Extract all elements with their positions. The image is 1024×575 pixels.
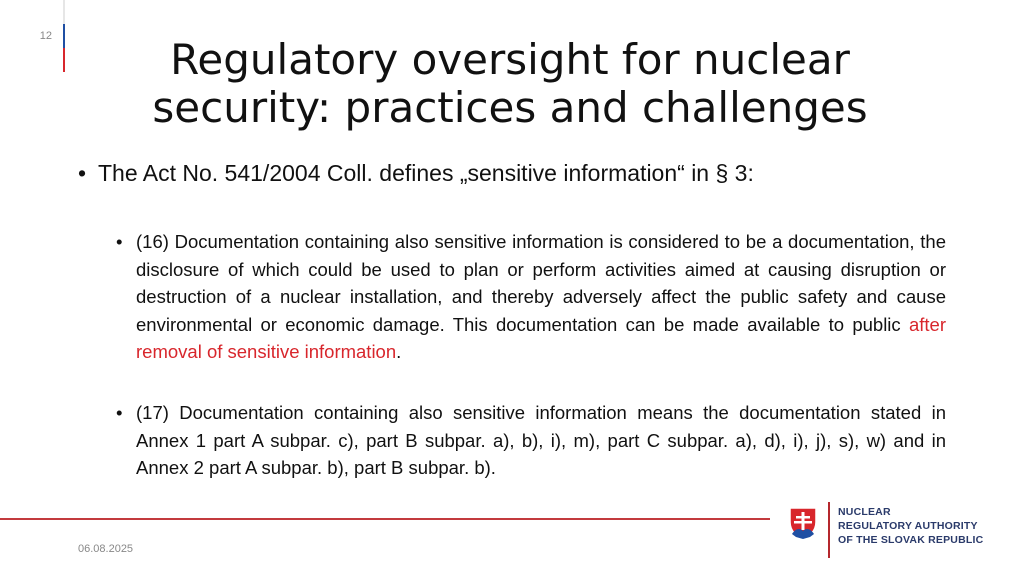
logo-text-line-3: OF THE SLOVAK REPUBLIC (838, 534, 984, 546)
sub-bullet-16-body: (16) Documentation containing also sensitive information is considered to be a documentation, the disclosure of which could be used to plan or perform activities aimed at causing disruption or destruction of a nuclear installation, and thereby adversely affect the public safety and cause environmental or economic damage. This documentation can be made available to public (136, 231, 946, 335)
flag-stripe-white (63, 0, 65, 24)
footer-date: 06.08.2025 (78, 543, 134, 555)
flag-stripe-red (63, 48, 65, 72)
flag-stripe-blue (63, 24, 65, 48)
sub-bullet-17-text: (17) Documentation containing also sensitive information means the documentation stated in Annex 1 part A subpar. c), part B subpar. a), b), i), m), part C subpar. a), d), i), j), s), w) and in Annex 2 part A subpar. b), part B subpar. b). (136, 402, 946, 478)
flag-stripe (63, 0, 65, 72)
slide-number: 12 (39, 30, 52, 42)
authority-logo (788, 500, 998, 560)
sub-bullet-16-end: . (396, 341, 402, 362)
bullet-marker: • (78, 160, 87, 186)
footer-divider (0, 518, 770, 520)
main-bullet (78, 158, 938, 188)
highlighted-phrase: after removal of sensitive information (136, 313, 946, 362)
main-bullet-text: The Act No. 541/2004 Coll. defines „sensitive information“ in § 3: (98, 160, 754, 186)
logo-text-line-1: NUCLEAR (838, 506, 891, 518)
logo-text-line-2: REGULATORY AUTHORITY (838, 520, 978, 532)
logo-divider (828, 502, 830, 558)
sub-bullet-16 (116, 228, 946, 366)
slide-title: Regulatory oversight for nuclear security: practices and challenges (152, 35, 868, 132)
bullet-marker: • (116, 402, 123, 423)
sub-bullet-16-text (136, 228, 946, 366)
slovak-coat-of-arms-icon (788, 506, 818, 540)
sub-bullet-17 (116, 399, 946, 482)
bullet-marker: • (116, 231, 123, 252)
